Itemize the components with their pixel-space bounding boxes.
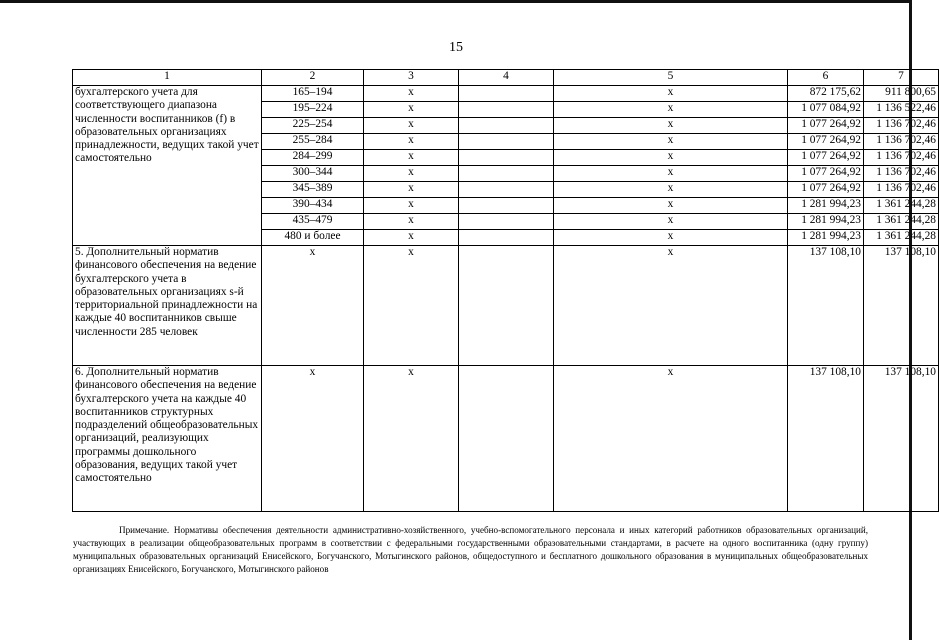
table-cell: x xyxy=(554,134,788,150)
column-header: 7 xyxy=(864,70,939,86)
table-cell: x xyxy=(364,150,459,166)
value-cell: 1 136 702,46 xyxy=(864,182,939,198)
table-cell: x xyxy=(554,166,788,182)
value-cell: 1 361 244,28 xyxy=(864,230,939,246)
range-cell: 195–224 xyxy=(262,102,364,118)
row-label: бухгалтерского учета для соответствующего диапазона численности воспитанников (f) в образовательных организациях принадлежности, ведущих такой учет самостоятельно xyxy=(73,86,262,246)
table-cell: x xyxy=(554,150,788,166)
table-cell xyxy=(459,246,554,366)
value-cell: 1 361 244,28 xyxy=(864,198,939,214)
value-cell: 137 108,10 xyxy=(788,366,864,512)
value-cell: 872 175,62 xyxy=(788,86,864,102)
value-cell: 1 077 264,92 xyxy=(788,134,864,150)
range-cell: 255–284 xyxy=(262,134,364,150)
table-cell xyxy=(459,102,554,118)
column-header: 4 xyxy=(459,70,554,86)
footnote: Примечание. Нормативы обеспечения деятельности административно-хозяйственного, учебно-вспомогательного персонала и иных категорий работников образовательных организаций, участвующих в реализации общеобразовательных программ в соответствии с федеральными государственными образовательными стандартами, в расчете на одного воспитанника (одну группу) муниципальных образовательных организаций Енисейского, Богучанского, Мотыгинского районов, общедоступного и бесплатного дошкольного образования в муниципальных общеобразовательных организациях Енисейского, Богучанского, Мотыгинского районов xyxy=(73,525,868,574)
table-cell xyxy=(459,134,554,150)
value-cell: 1 281 994,23 xyxy=(788,198,864,214)
value-cell: 137 108,10 xyxy=(864,366,939,512)
value-cell: 1 077 264,92 xyxy=(788,150,864,166)
table-cell: x xyxy=(262,246,364,366)
range-cell: 390–434 xyxy=(262,198,364,214)
value-cell: 1 077 264,92 xyxy=(788,182,864,198)
value-cell: 1 361 244,28 xyxy=(864,214,939,230)
value-cell: 1 136 522,46 xyxy=(864,102,939,118)
value-cell: 1 281 994,23 xyxy=(788,214,864,230)
table-cell: x xyxy=(554,246,788,366)
table-cell: x xyxy=(364,182,459,198)
table-row-6 xyxy=(73,366,939,512)
table-cell: x xyxy=(364,214,459,230)
range-cell: 435–479 xyxy=(262,214,364,230)
value-cell: 1 077 264,92 xyxy=(788,166,864,182)
value-cell: 1 281 994,23 xyxy=(788,230,864,246)
table-cell: x xyxy=(364,102,459,118)
table-cell: x xyxy=(262,366,364,512)
table-row-5 xyxy=(73,246,939,366)
value-cell: 1 136 702,46 xyxy=(864,118,939,134)
table-cell: x xyxy=(554,198,788,214)
table-header-row xyxy=(73,70,939,86)
table-cell: x xyxy=(554,230,788,246)
table-cell: x xyxy=(364,118,459,134)
table-cell xyxy=(459,230,554,246)
column-header: 6 xyxy=(788,70,864,86)
value-cell: 1 077 264,92 xyxy=(788,118,864,134)
range-cell: 165–194 xyxy=(262,86,364,102)
table-row xyxy=(73,86,939,102)
table-cell: x xyxy=(554,182,788,198)
column-header: 3 xyxy=(364,70,459,86)
value-cell: 1 077 084,92 xyxy=(788,102,864,118)
table-cell xyxy=(459,182,554,198)
column-header: 2 xyxy=(262,70,364,86)
table-cell: x xyxy=(364,134,459,150)
table-cell: x xyxy=(364,246,459,366)
row-label: 6. Дополнительный норматив финансового обеспечения на ведение бухгалтерского учета на каждые 40 воспитанников структурных подразделений общеобразовательных организаций, реализующих программы дошкольного образования, ведущих такой учет самостоятельно xyxy=(73,366,262,512)
column-header: 5 xyxy=(554,70,788,86)
range-cell: 480 и более xyxy=(262,230,364,246)
table-cell: x xyxy=(364,86,459,102)
table-cell xyxy=(459,118,554,134)
table-cell xyxy=(459,214,554,230)
value-cell: 137 108,10 xyxy=(864,246,939,366)
table-cell xyxy=(459,86,554,102)
range-cell: 284–299 xyxy=(262,150,364,166)
range-cell: 300–344 xyxy=(262,166,364,182)
value-cell: 1 136 702,46 xyxy=(864,150,939,166)
normatives-table xyxy=(72,69,939,512)
table-cell: x xyxy=(364,230,459,246)
table-cell: x xyxy=(554,366,788,512)
table-cell: x xyxy=(364,166,459,182)
table-cell xyxy=(459,198,554,214)
table-cell xyxy=(459,150,554,166)
value-cell: 1 136 702,46 xyxy=(864,134,939,150)
table-cell: x xyxy=(554,118,788,134)
table-cell: x xyxy=(364,366,459,512)
value-cell: 911 800,65 xyxy=(864,86,939,102)
row-label: 5. Дополнительный норматив финансового обеспечения на ведение бухгалтерского учета в образовательных организациях s-й территориальной принадлежности на каждые 40 воспитанников свыше численности 285 человек xyxy=(73,246,262,366)
table-cell: x xyxy=(364,198,459,214)
table-cell xyxy=(459,166,554,182)
range-cell: 225–254 xyxy=(262,118,364,134)
table-cell: x xyxy=(554,214,788,230)
page-number: 15 xyxy=(449,40,463,55)
table-cell: x xyxy=(554,102,788,118)
value-cell: 1 136 702,46 xyxy=(864,166,939,182)
value-cell: 137 108,10 xyxy=(788,246,864,366)
scan-edge-top xyxy=(0,0,912,3)
table-cell: x xyxy=(554,86,788,102)
column-header: 1 xyxy=(73,70,262,86)
range-cell: 345–389 xyxy=(262,182,364,198)
table-cell xyxy=(459,366,554,512)
